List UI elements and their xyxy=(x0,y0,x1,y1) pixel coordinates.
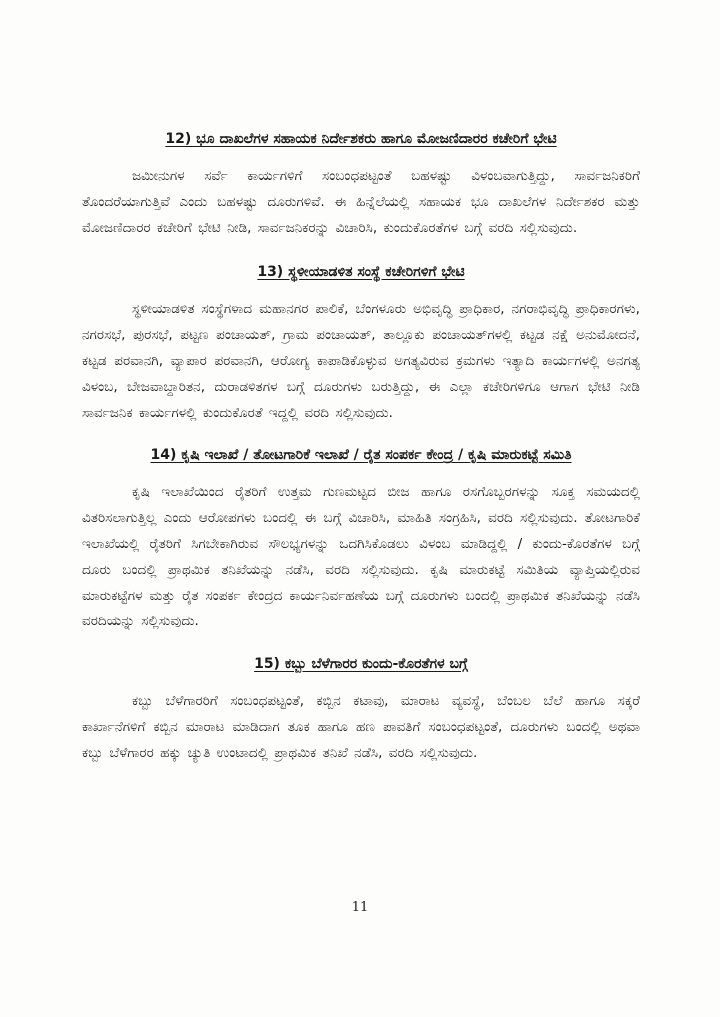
section-heading: 13) ಸ್ಥಳೀಯಾಡಳಿತ ಸಂಸ್ಥೆ ಕಚೇರಿಗಳಿಗೆ ಭೇಟಿ xyxy=(257,264,465,281)
section-13 xyxy=(82,261,640,426)
section-body: ಕೃಷಿ ಇಲಾಖೆಯಿಂದ ರೈತರಿಗೆ ಉತ್ತಮ ಗುಣಮಟ್ಟದ ಬೀಜ ಹಾಗೂ ರಸಗೊಬ್ಬರಗಳನ್ನು ಸೂಕ್ತ ಸಮಯದಲ್ಲಿ ವಿತರಿಸಲಾಗುತ್ತಿಲ್ಲ ಎಂದು ಆರೋಪಗಳು ಬಂದಲ್ಲಿ ಈ ಬಗ್ಗೆ ವಿಚಾರಿಸಿ, ಮಾಹಿತಿ ಸಂಗ್ರಹಿಸಿ, ವರದಿ ಸಲ್ಲಿಸುವುದು. ತೋಟಗಾರಿಕೆ ಇಲಾಖೆಯಲ್ಲಿ ರೈತರಿಗೆ ಸಿಗಬೇಕಾಗಿರುವ ಸೌಲಭ್ಯಗಳನ್ನು ಒದಗಿಸಿಕೊಡಲು ವಿಳಂಬ ಮಾಡಿದ್ದಲ್ಲಿ / ಕುಂದು-ಕೊರತೆಗಳ ಬಗ್ಗೆ ದೂರು ಬಂದಲ್ಲಿ ಪ್ರಾಥಮಿಕ ತನಿಖೆಯನ್ನು ನಡೆಸಿ, ವರದಿ ಸಲ್ಲಿಸುವುದು. ಕೃಷಿ ಮಾರುಕಟ್ಟೆ ಸಮಿತಿಯ ವ್ಯಾಪ್ತಿಯಲ್ಲಿರುವ ಮಾರುಕಟ್ಟೆಗಳ ಮತ್ತು ರೈತ ಸಂಪರ್ಕ ಕೇಂದ್ರದ ಕಾರ್ಯನಿರ್ವಹಣೆಯ ಬಗ್ಗೆ ದೂರುಗಳು ಬಂದಲ್ಲಿ ಪ್ರಾಥಮಿಕ ತನಿಖೆಯನ್ನು ನಡೆಸಿ ವರದಿಯನ್ನು ಸಲ್ಲಿಸುವುದು. xyxy=(82,484,640,630)
section-heading: 14) ಕೃಷಿ ಇಲಾಖೆ / ತೋಟಗಾರಿಕೆ ಇಲಾಖೆ / ರೈತ ಸಂಪರ್ಕ ಕೇಂದ್ರ / ಕೃಷಿ ಮಾರುಕಟ್ಟೆ ಸಮಿತಿ xyxy=(150,447,572,464)
section-15 xyxy=(82,653,640,766)
section-heading: 15) ಕಬ್ಬು ಬೆಳೆಗಾರರ ಕುಂದು-ಕೊರತೆಗಳ ಬಗ್ಗೆ xyxy=(254,656,468,673)
section-body: ಸ್ಥಳೀಯಾಡಳಿತ ಸಂಸ್ಥೆಗಳಾದ ಮಹಾನಗರ ಪಾಲಿಕೆ, ಬೆಂಗಳೂರು ಅಭಿವೃದ್ಧಿ ಪ್ರಾಧಿಕಾರ, ನಗರಾಭಿವೃದ್ಧಿ ಪ್ರಾಧಿಕಾರಗಳು, ನಗರಸಭೆ, ಪುರಸಭೆ, ಪಟ್ಟಣ ಪಂಚಾಯತ್, ಗ್ರಾಮ ಪಂಚಾಯತ್, ತಾಲ್ಲೂಕು ಪಂಚಾಯತ್‌ಗಳಲ್ಲಿ ಕಟ್ಟಡ ನಕ್ಷೆ ಅನುಮೋದನೆ, ಕಟ್ಟಡ ಪರವಾನಗಿ, ವ್ಯಾಪಾರ ಪರವಾನಗಿ, ಆರೋಗ್ಯ ಕಾಪಾಡಿಕೊಳ್ಳುವ ಅಗತ್ಯವಿರುವ ಕ್ರಮಗಳು ಇತ್ಯಾದಿ ಕಾರ್ಯಗಳಲ್ಲಿ ಅನಗತ್ಯ ವಿಳಂಬ, ಬೇಜವಾಬ್ದಾರಿತನ, ದುರಾಡಳಿತಗಳ ಬಗ್ಗೆ ದೂರುಗಳು ಬರುತ್ತಿದ್ದು, ಈ ಎಲ್ಲಾ ಕಚೇರಿಗಳಿಗೂ ಆಗಾಗ ಭೇಟಿ ನೀಡಿ ಸಾರ್ವಜನಿಕ ಕಾರ್ಯಗಳಲ್ಲಿ ಕುಂದುಕೊರತೆ ಇದ್ದಲ್ಲಿ ವರದಿ ಸಲ್ಲಿಸುವುದು. xyxy=(82,301,640,421)
section-body: ಜಮೀನುಗಳ ಸರ್ವೆ ಕಾರ್ಯಗಳಿಗೆ ಸಂಬಂಧಪಟ್ಟಂತೆ ಬಹಳಷ್ಟು ವಿಳಂಬವಾಗುತ್ತಿದ್ದು, ಸಾರ್ವಜನಿಕರಿಗೆ ತೊಂದರೆಯಾಗುತ್ತಿವೆ ಎಂದು ಬಹಳಷ್ಟು ದೂರುಗಳಿವೆ. ಈ ಹಿನ್ನೆಲೆಯಲ್ಲಿ ಸಹಾಯಕ ಭೂ ದಾಖಲೆಗಳ ನಿರ್ದೇಶಕರ ಮತ್ತು ಮೋಜಣಿದಾರರ ಕಚೇರಿಗೆ ಭೇಟಿ ನೀಡಿ, ಸಾರ್ವಜನಿಕರನ್ನು ವಿಚಾರಿಸಿ, ಕುಂದುಕೊರತೆಗಳ ಬಗ್ಗೆ ವರದಿ ಸಲ್ಲಿಸುವುದು. xyxy=(82,168,640,236)
section-heading: 12) ಭೂ ದಾಖಲೆಗಳ ಸಹಾಯಕ ನಿರ್ದೇಶಕರು ಹಾಗೂ ಮೋಜಣಿದಾರರ ಕಚೇರಿಗೆ ಭೇಟಿ xyxy=(165,131,557,147)
page-number: 11 xyxy=(351,900,369,915)
section-body: ಕಬ್ಬು ಬೆಳೆಗಾರರಿಗೆ ಸಂಬಂಧಪಟ್ಟಂತೆ, ಕಬ್ಬಿನ ಕಟಾವು, ಮಾರಾಟ ವ್ಯವಸ್ಥೆ, ಬೆಂಬಲ ಬೆಲೆ ಹಾಗೂ ಸಕ್ಕರೆ ಕಾರ್ಖಾನೆಗಳಿಗೆ ಕಬ್ಬಿನ ಮಾರಾಟ ಮಾಡಿದಾಗ ತೂಕ ಹಾಗೂ ಹಣ ಪಾವತಿಗೆ ಸಂಬಂಧಪಟ್ಟಂತೆ, ದೂರುಗಳು ಬಂದಲ್ಲಿ ಅಥವಾ ಕಬ್ಬು ಬೆಳೆಗಾರರ ಹಕ್ಕು ಚ್ಯುತಿ ಉಂಟಾದಲ್ಲಿ ಪ್ರಾಥಮಿಕ ತನಿಖೆ ನಡೆಸಿ, ವರದಿ ಸಲ್ಲಿಸುವುದು. xyxy=(82,693,640,761)
section-12 xyxy=(82,128,640,241)
section-14 xyxy=(82,444,640,635)
